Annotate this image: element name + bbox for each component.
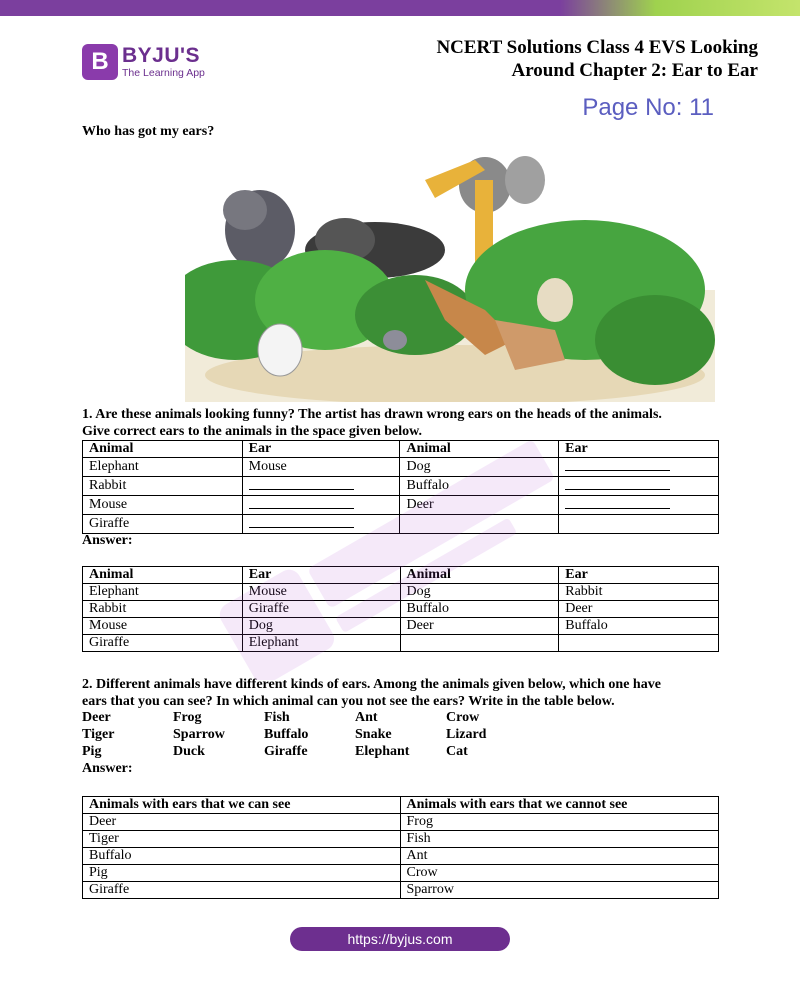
- header-cell: Ear: [559, 441, 719, 458]
- question-1-line-2: Give correct ears to the animals in the space given below.: [82, 424, 422, 439]
- table-cell: Dog: [400, 458, 559, 477]
- logo-tagline: The Learning App: [122, 67, 205, 80]
- table-cell: Frog: [400, 814, 719, 831]
- blank-line: [565, 496, 670, 509]
- animal-name: Frog: [173, 710, 202, 725]
- question-2-answer-table: [82, 796, 719, 899]
- table-cell: Rabbit: [559, 584, 719, 601]
- animal-name: Elephant: [355, 744, 410, 759]
- table-row: [83, 635, 719, 652]
- table-header-row: [83, 567, 719, 584]
- header-cell: Ear: [242, 441, 400, 458]
- table-cell: Dog: [400, 584, 559, 601]
- table-cell: Buffalo: [400, 477, 559, 496]
- blank-cell: [559, 458, 719, 477]
- animals-illustration: [185, 140, 715, 402]
- banner-green-stripe: [560, 0, 800, 16]
- document-title: [436, 36, 758, 82]
- table-cell: Giraffe: [83, 515, 243, 534]
- table-cell: [559, 635, 719, 652]
- table-cell: Dog: [242, 618, 400, 635]
- footer-url-link[interactable]: https://byjus.com: [290, 927, 510, 951]
- blank-line: [249, 496, 354, 509]
- header-cell: Animals with ears that we cannot see: [400, 797, 719, 814]
- header-cell: Animal: [83, 567, 243, 584]
- byjus-logo: [82, 42, 205, 82]
- table-row: [83, 882, 719, 899]
- animal-row: [82, 710, 537, 727]
- table-row: [83, 496, 719, 515]
- animal-name: Cat: [446, 744, 468, 759]
- table-cell: Rabbit: [83, 601, 243, 618]
- question-1-line-1: 1. Are these animals looking funny? The artist has drawn wrong ears on the heads of the animals.: [82, 407, 662, 422]
- table-cell: Elephant: [242, 635, 400, 652]
- animal-name: Fish: [264, 710, 290, 725]
- table-cell: [400, 635, 559, 652]
- header-cell: Animals with ears that we can see: [83, 797, 401, 814]
- blank-line: [565, 458, 670, 471]
- table-cell: Elephant: [83, 584, 243, 601]
- blank-cell: [242, 515, 400, 534]
- question-1-text: [82, 406, 722, 440]
- blank-line: [249, 477, 354, 490]
- animal-name: Tiger: [82, 727, 115, 742]
- header-cell: Ear: [559, 567, 719, 584]
- table-cell: Sparrow: [400, 882, 719, 899]
- title-line-2: Around Chapter 2: Ear to Ear: [511, 60, 758, 81]
- table-row: [83, 458, 719, 477]
- table-row: [83, 814, 719, 831]
- title-line-1: NCERT Solutions Class 4 EVS Looking: [436, 37, 758, 58]
- animal-name: Deer: [82, 710, 111, 725]
- question-2-line-2: ears that you can see? In which animal can you not see the ears? Write in the table below.: [82, 694, 615, 709]
- blank-cell: [559, 496, 719, 515]
- header-cell: Animal: [400, 441, 559, 458]
- question-1-table: [82, 440, 719, 534]
- blank-line: [249, 515, 354, 528]
- table-cell: Deer: [559, 601, 719, 618]
- top-banner: [0, 0, 800, 20]
- table-row: [83, 601, 719, 618]
- table-cell: Giraffe: [242, 601, 400, 618]
- question-2-text: [82, 676, 722, 710]
- table-cell: Mouse: [83, 618, 243, 635]
- animal-list: [82, 710, 537, 778]
- table-cell: Ant: [400, 848, 719, 865]
- blank-cell: [242, 477, 400, 496]
- table-row: [83, 515, 719, 534]
- answer-label-2: Answer:: [82, 761, 133, 776]
- table-cell: Giraffe: [83, 882, 401, 899]
- question-2-line-1: 2. Different animals have different kinds of ears. Among the animals given below, which one have: [82, 677, 661, 692]
- animal-name: Giraffe: [264, 744, 308, 759]
- blank-line: [565, 477, 670, 490]
- table-row: [83, 848, 719, 865]
- table-cell: Mouse: [242, 584, 400, 601]
- table-cell: [400, 515, 559, 534]
- animal-row: [82, 744, 537, 761]
- animal-name: Duck: [173, 744, 205, 759]
- animal-name: Sparrow: [173, 727, 225, 742]
- table-row: [83, 865, 719, 882]
- animal-name: Buffalo: [264, 727, 309, 742]
- header-cell: Animal: [400, 567, 559, 584]
- table-header-row: [83, 441, 719, 458]
- table-cell: Elephant: [83, 458, 243, 477]
- intro-question: Who has got my ears?: [82, 124, 215, 139]
- animal-name: Lizard: [446, 727, 487, 742]
- table-cell: Deer: [400, 496, 559, 515]
- table-row: [83, 618, 719, 635]
- table-cell: Deer: [400, 618, 559, 635]
- blank-cell: [559, 477, 719, 496]
- logo-name: BYJU'S: [122, 44, 201, 68]
- header-cell: Animal: [83, 441, 243, 458]
- table-cell: Rabbit: [83, 477, 243, 496]
- table-row: [83, 477, 719, 496]
- table-cell: Fish: [400, 831, 719, 848]
- logo-b-icon: B: [82, 44, 118, 80]
- animal-row: [82, 727, 537, 744]
- table-header-row: [83, 797, 719, 814]
- animal-name: Snake: [355, 727, 392, 742]
- table-cell: Buffalo: [400, 601, 559, 618]
- table-cell: Buffalo: [83, 848, 401, 865]
- table-cell: Pig: [83, 865, 401, 882]
- table-row: [83, 584, 719, 601]
- table-cell: Crow: [400, 865, 719, 882]
- table-cell: Buffalo: [559, 618, 719, 635]
- table-cell: Mouse: [83, 496, 243, 515]
- animal-name: Pig: [82, 744, 102, 759]
- animal-name: Ant: [355, 710, 378, 725]
- table-cell: [559, 515, 719, 534]
- answer-1-table: [82, 566, 719, 652]
- page-number: Page No: 11: [582, 94, 714, 121]
- animal-name: Crow: [446, 710, 480, 725]
- table-row: [83, 831, 719, 848]
- answer-label-1: Answer:: [82, 533, 133, 548]
- table-cell: Mouse: [242, 458, 400, 477]
- table-cell: Tiger: [83, 831, 401, 848]
- header-cell: Ear: [242, 567, 400, 584]
- table-cell: Deer: [83, 814, 401, 831]
- table-cell: Giraffe: [83, 635, 243, 652]
- blank-cell: [242, 496, 400, 515]
